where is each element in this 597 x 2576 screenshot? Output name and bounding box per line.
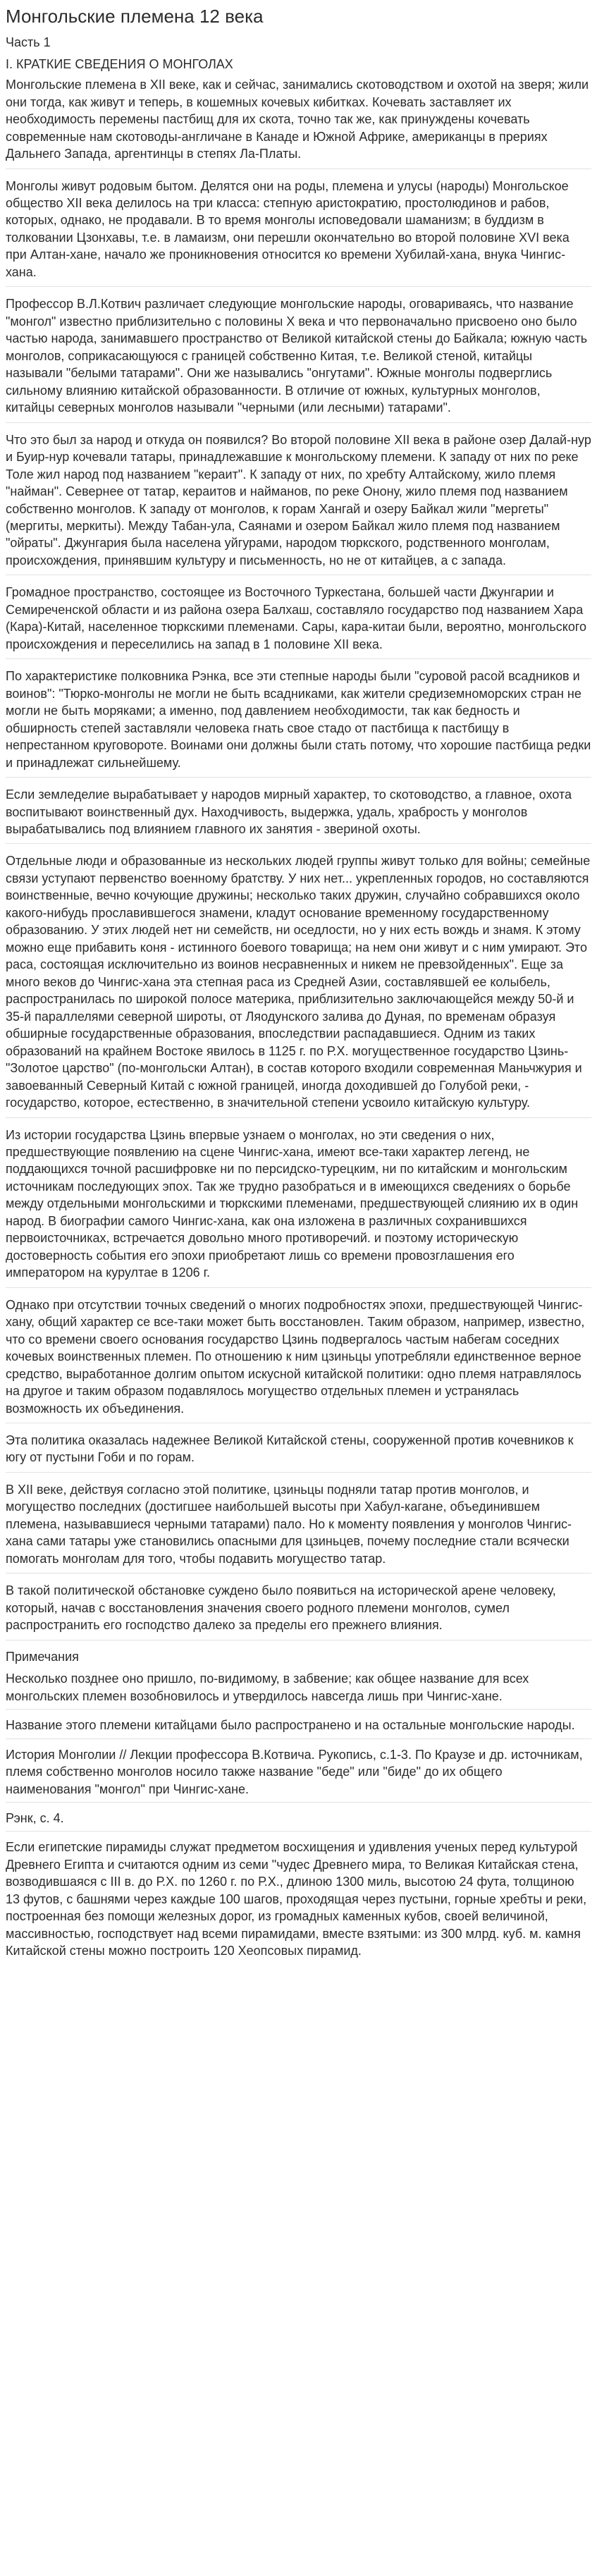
- notes-heading: Примечания: [6, 1649, 79, 1664]
- paragraph: Профессор В.Л.Котвич различает следующие монгольские народы, оговариваясь, что название "монгол" известно приблизительно с половины X века и что первоначально присвоено оно было частью народа, занимавшего пространство от Великой китайской стены до Байкала; южную часть монголов, соприкасающуюся с границей собственно Китая, т.е. Великой стеной, китайцы называли "белыми татарами". Они же назывались "онгутами". Южные монголы подверглись сильному влиянию китайской образованности. В отличие от южных, культурных монголов, китайцы северных монголов называли "черными (или лесными) татарами".: [6, 295, 591, 422]
- note-item: Несколько позднее оно пришло, по-видимому, в забвение; как общее название для всех монгольских племен возобновилось и утвердилось навсегда лишь при Чингис-хане.: [6, 1670, 591, 1710]
- paragraph: Что это был за народ и откуда он появился? Во второй половине XII века в районе озер Далай-нур и Буир-нур кочевали татары, принадлежавшие к монгольскому племени. К западу от них по реке Толе жил народ под названием "кераит". К западу от них, по хребту Алтайскому, жило племя "найман". Севернее от татар, кераитов и найманов, по реке Онону, жило племя под названием собственно монголов. К западу от монголов, к горам Хангай и озеру Байкал жили "мергеты" (мергиты, меркиты). Между Табан-ула, Саянами и озером Байкал жило племя под названием "ойраты". Джунгария была населена уйгурами, народом тюркского, родственного монголам, происхождения, принявшим культуру и письменность, но не от китайцев, а с запада.: [6, 431, 591, 576]
- paragraph: Отдельные люди и образованные из нескольких людей группы живут только для войны; семейные связи уступают первенство военному братству. У них нет... укрепленных городов, но составляются воинственные, вечно кочующие дружины; несколько таких дружин, случайно собравшихся около какого-нибудь прославившегося знамени, кладут основание временному государственному образованию. У этих людей нет ни семейств, ни оседлости, но у них есть вождь и знамя. К этому можно еще прибавить коня - истинного боевого товарища; на нем они живут и с ним умирают. Это раса, состоящая исключительно из воинов несравненных и никем не превзойденных". Еще за много веков до Чингис-хана эта степная раса из Средней Азии, составлявшей ее колыбель, распространилась по широкой полосе материка, приблизительно заключающейся между 50-й и 35-й параллелями северной широты, от Ляодунского залива до Дуная, по временам образуя обширные государственные образования, впоследствии распадавшиеся. Одним из таких образований на крайнем Востоке явилось в 1125 г. по Р.Х. могущественное государство Цзинь-"Золотое царство" (по-монгольски Алтан), в состав которого входили современная Маньчжурия и завоеванный Северный Китай с южной границей, иногда доходившей до Голубой реки, - государство, которое, естественно, в значительной степени усвоило китайскую культуру.: [6, 852, 591, 1117]
- note-item: Рэнк, с. 4.: [6, 1810, 591, 1832]
- paragraph: Громадное пространство, состоящее из Восточного Туркестана, большей части Джунгарии и Семиреченской области и из района озера Балхаш, составляло государство под названием Хара (Кара)-Китай, населенное тюркскими племенами. Сары, кара-китаи были, вероятно, монгольского происхождения и переселились на запад в 1 половине XII века.: [6, 584, 591, 659]
- page-title: Монгольские племена 12 века: [6, 6, 264, 27]
- note-item: Название этого племени китайцами было распространено и на остальные монгольские народы.: [6, 1717, 591, 1738]
- paragraph: Из истории государства Цзинь впервые узнаем о монголах, но эти сведения о них, предшествующие появлению на сцене Чингис-хана, имеют все-таки характер легенд, не поддающихся точной расшифровке ни по персидско-турецким, ни по китайским и монгольским источникам последующих эпох. Так же трудно разобраться и в имеющихся сведениях о борьбе между отдельными монгольскими и тюркскими племенами, предшествующей слиянию их в один народ. В биографии самого Чингис-хана, как она изложена в различных сохранившихся первоисточниках, встречается довольно много противоречий. и поэтому историческую достоверность события его эпохи приобретают лишь со времени провозглашения его императором на курултае в 1206 г.: [6, 1127, 591, 1288]
- paragraph: Монголы живут родовым бытом. Делятся они на роды, племена и улусы (народы) Монгольское общество XII века делилось на три класса: степную аристократию, простолюдинов и рабов, которых, однако, не продавали. В то время монголы исповедовали шаманизм; в буддизм в толковании Цзонхавы, т.е. в ламаизм, они перешли окончательно во второй половине XVI века при Алтан-хане, начало же проникновения относится ко времени Хубилай-хана, внука Чингис-хана.: [6, 178, 591, 288]
- paragraph: В XII веке, действуя согласно этой политике, цзиньцы подняли татар против монголов, и могущество последних (достигшее наибольшей высоты при Хабул-кагане, объединившем племена, называвшиеся черными татарами) пало. Но к моменту появления у монголов Чингис-хана сами татары уже становились опасными для цзиньцев, почему последние стали всячески помогать монголам для того, чтобы подавить могущество татар.: [6, 1481, 591, 1574]
- part-label: Часть 1: [6, 35, 51, 50]
- paragraph: Если земледелие вырабатывает у народов мирный характер, то скотоводство, а главное, охота воспитывают воинственный дух. Находчивость, выдержка, удаль, храбрость у монголов вырабатывались под влиянием главного их занятия - звериной охоты.: [6, 786, 591, 844]
- paragraph: Эта политика оказалась надежнее Великой Китайской стены, сооруженной против кочевников к югу от пустыни Гоби и по горам.: [6, 1432, 591, 1473]
- section-heading: I. КРАТКИЕ СВЕДЕНИЯ О МОНГОЛАХ: [6, 56, 233, 71]
- paragraph: В такой политической обстановке суждено было появиться на исторической арене человеку, который, начав с восстановления значения своего родного племени монголов, сумел распространить его господство далеко за пределы его прежнего влияния.: [6, 1582, 591, 1640]
- note-item: История Монголии // Лекции профессора В.Котвича. Рукопись, с.1-3. По Краузе и др. источникам, племя собственно монголов носило также название "беде" или "биде" до их общего наименования "монгол" при Чингис-хане.: [6, 1746, 591, 1803]
- paragraph: Однако при отсутствии точных сведений о многих подробностях эпохи, предшествующей Чингис-хану, общий характер се все-таки может быть восстановлен. Таким образом, например, известно, что со времени своего основания государство Цзинь подвергалось частым набегам соседних кочевых воинственных племен. По отношению к ним цзиньцы употребляли единственное верное средство, выработанное долгим опытом искусной китайской политики: одно племя натравлялось на другое и таким образом подавлялось могущество отдельных племен и устранялась возможность их объединения.: [6, 1296, 591, 1423]
- paragraph: Монгольские племена в XII веке, как и сейчас, занимались скотоводством и охотой на зверя; жили они тогда, как живут и теперь, в кошемных кочевых кибитках. Кочевать заставляет их необходимость перемены пастбищ для их скота, точно так же, как принуждены кочевать современные нам скотоводы-англичане в Канаде и Южной Африке, американцы в прериях Дальнего Запада, аргентинцы в степях Ла-Платы.: [6, 76, 591, 168]
- note-item: Если египетские пирамиды служат предметом восхищения и удивления ученых перед культурой Древнего Египта и считаются одним из семи "чудес Древнего мира, то Великая Китайская стена, возводившаяся с III в. до Р.Х. по 1260 г. по Р.Х., длиною 1300 миль, высотою 24 фута, толщиною 13 футов, с башнями через каждые 100 шагов, проходящая через пустыни, горные хребты и реки, построенная без помощи железных дорог, из громадных каменных кубов, своей величиной, массивностью, господствует над всеми пирамидами, вместе взятыми: из 300 млрд. куб. м. камня Китайской стены можно построить 120 Хеопсовых пирамид.: [6, 1840, 587, 1958]
- paragraph: По характеристике полковника Рэнка, все эти степные народы были "суровой расой всадников и воинов": "Тюрко-монголы не могли не быть всадниками, как жители средиземноморских стран не могли не быть моряками; а именно, под давлением необходимости, так как бедность и обширность степей заставляли человека гнать свое стадо от пастбища к пастбищу в непрестанном круговороте. Воинами они должны были стать потому, что хорошие пастбища редки и принадлежат сильнейшему.: [6, 668, 591, 778]
